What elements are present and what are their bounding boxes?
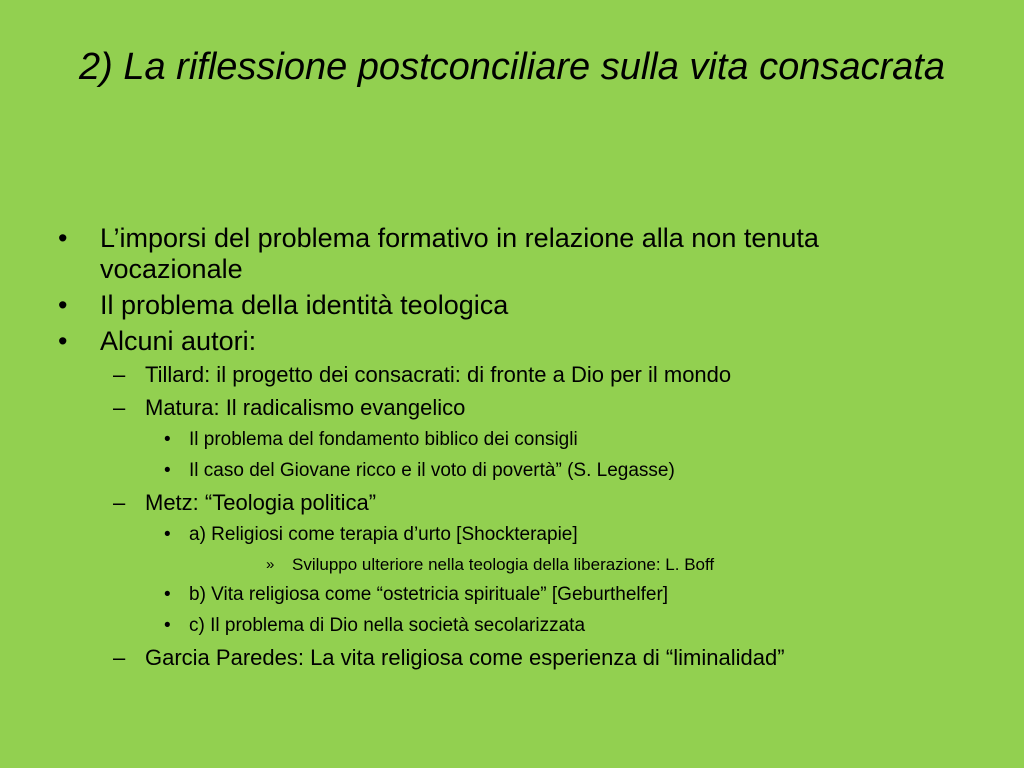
sub-bullet-text: Garcia Paredes: La vita religiosa come esperienza di “liminalidad” xyxy=(145,645,785,670)
bullet-text: Il problema della identità teologica xyxy=(100,290,509,320)
dash-marker: – xyxy=(113,362,126,387)
dash-marker: – xyxy=(113,395,126,420)
sub-bullet-item xyxy=(0,490,915,516)
sub-bullet-item xyxy=(0,645,915,671)
dash-marker: – xyxy=(113,490,126,515)
sub-sub-bullet-text: c) Il problema di Dio nella società secolarizzata xyxy=(189,615,586,636)
fourth-level-bullet-text: Sviluppo ulteriore nella teologia della liberazione: L. Boff xyxy=(292,555,715,574)
sub-bullet-text: Matura: Il radicalismo evangelico xyxy=(145,395,466,420)
bullet-marker: • xyxy=(58,223,68,253)
sub-bullet-text: Metz: “Teologia politica” xyxy=(145,490,377,515)
sub-sub-bullet-item xyxy=(0,428,909,451)
sub-sub-bullet-item xyxy=(0,523,909,546)
bullet-list xyxy=(0,223,1024,678)
bullet-marker: • xyxy=(58,290,68,320)
bullet-item xyxy=(0,326,920,357)
bullet-text: L’imporsi del problema formativo in relazione alla non tenuta vocazionale xyxy=(100,223,819,284)
sub-sub-bullet-item xyxy=(0,583,909,606)
sub-sub-bullet-text: a) Religiosi come terapia d’urto [Shockterapie] xyxy=(189,524,578,545)
dash-marker: – xyxy=(113,645,126,670)
sub-sub-bullet-item xyxy=(0,614,909,637)
sub-sub-bullet-text: b) Vita religiosa come “ostetricia spirituale” [Geburthelfer] xyxy=(189,584,669,605)
bullet-marker: • xyxy=(164,584,171,605)
fourth-level-bullet-item xyxy=(0,554,912,575)
sub-sub-bullet-text: Il problema del fondamento biblico dei consigli xyxy=(189,429,578,450)
sub-sub-bullet-item xyxy=(0,459,909,482)
sub-bullet-item xyxy=(0,395,915,421)
bullet-marker: • xyxy=(164,429,171,450)
bullet-item xyxy=(0,290,920,321)
bullet-item xyxy=(0,223,920,285)
sub-bullet-item xyxy=(0,362,915,388)
bullet-marker: • xyxy=(58,326,68,356)
sub-bullet-text: Tillard: il progetto dei consacrati: di fronte a Dio per il mondo xyxy=(145,362,732,387)
bullet-text: Alcuni autori: xyxy=(100,326,257,356)
bullet-marker: • xyxy=(164,460,171,481)
bullet-marker: • xyxy=(164,524,171,545)
chevron-marker: » xyxy=(266,556,275,573)
bullet-marker: • xyxy=(164,615,171,636)
slide-title: 2) La riflessione postconciliare sulla vita consacrata xyxy=(79,46,945,88)
sub-sub-bullet-text: Il caso del Giovane ricco e il voto di povertà” (S. Legasse) xyxy=(189,460,675,481)
